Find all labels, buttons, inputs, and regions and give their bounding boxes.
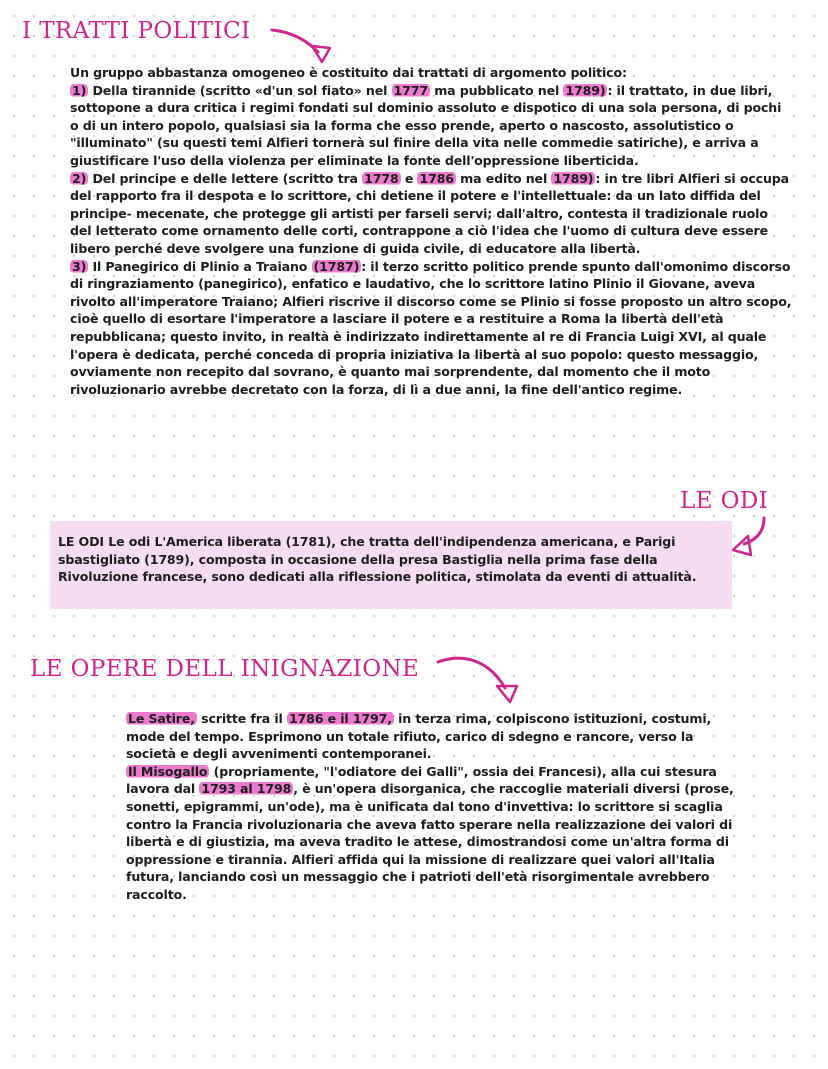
highlight-year: 1789) bbox=[565, 82, 606, 98]
item-3-text-b: : il terzo scritto politico prende spunto dall'omonimo discorso di ringraziamento (panegirico), enfatico e laudativo, che lo scrittore latino Plinio il Giovane, aveva rivolto all'imperatore Traiano; Alfieri riscrive il discorso come se Plinio si fosse proposto un altro scopo, cioè quello di esortare l'imperatore a lasciare il potere e a restituire a Roma la libertà dell'età repubblicana; questo invito, in realtà è indirizzato indirettamente al re di Francia Luigi XVI, al quale l'opera è dedicata, perché conceda di propria iniziativa la libertà al suo popolo: questo messaggio, ovviamente non recepito dal sovrano, è quanto mai sorprendente, dal momento che il moto rivoluzionario avrebbe decretato con la forza, di lì a due anni, la fine dell'antico regime. bbox=[70, 258, 792, 397]
highlight-title: Il Misogallo bbox=[128, 763, 208, 779]
satire-text-a: scritte fra il bbox=[196, 711, 287, 726]
satire-paragraph bbox=[126, 710, 736, 763]
highlight-year: 1777 bbox=[393, 82, 428, 98]
indignazione-text bbox=[126, 710, 736, 904]
highlight-year: 1786 e il 1797, bbox=[288, 711, 392, 726]
highlight-year: 1786 bbox=[419, 170, 454, 186]
satire-text-b: in terza rima, colpiscono istituzioni, costumi, mode del tempo. Esprimono un totale rifiuto, carico di sdegno e rancore, verso la società e degli avvenimenti contemporanei. bbox=[126, 711, 712, 762]
politici-item-3 bbox=[70, 258, 792, 399]
item-number-3: 3) bbox=[72, 258, 87, 274]
highlight-title: Le Satire, bbox=[128, 711, 195, 726]
item-1-text-a: Della tirannide (scritto «d'un sol fiato» nel bbox=[88, 82, 392, 98]
item-3-text-a: Il Panegirico di Plinio a Traiano bbox=[88, 258, 312, 274]
item-2-text-b: e bbox=[400, 170, 418, 186]
heading-le-odi: LE ODI bbox=[680, 488, 769, 514]
item-1-text-b: ma pubblicato nel bbox=[429, 82, 564, 98]
politici-intro: Un gruppo abbastanza omogeneo è costituito dai trattati di argomento politico: bbox=[70, 65, 627, 80]
highlight-year: (1787) bbox=[313, 258, 360, 274]
politici-item-1 bbox=[70, 82, 792, 170]
misogallo-text-b: , è un'opera disorganica, che raccoglie materiali diversi (prose, sonetti, epigrammi, un'ode), ma è unificata dal tono d'invettiva: lo scrittore si scaglia contro la Francia rivoluzionaria che aveva fatto sperare nella realizzazione dei valori di libertà e di giustizia, ma aveva tradito le attese, dimostrandosi come un'altra forma di oppressione e tirannia. Alfieri affida qui la missione di realizzare quei valori all'Italia futura, lanciando così un messaggio che i patrioti dell'età risorgimentale avrebbero raccolto. bbox=[126, 781, 734, 902]
odi-text bbox=[58, 533, 720, 586]
highlight-year: 1793 al 1798 bbox=[201, 781, 292, 797]
heading-tratti-politici: I TRATTI POLITICI bbox=[22, 18, 251, 44]
politici-text bbox=[70, 64, 792, 398]
item-2-text-d: : in tre libri Alfieri si occupa del rapporto fra il despota e lo scrittore, chi detiene il potere e l'intellettuale: da un lato diffida del principe- mecenate, che protegge gli artisti per farseli servi; dall'altro, contesta il tradizionale ruolo del letterato come ornamento delle corti, contrappone a ciò l'idea che l'uomo di cultura deve essere libero perché deve svolgere una funzione di guida civile, di educatore alla libertà. bbox=[70, 170, 789, 256]
item-2-text-a: Del principe e delle lettere (scritto tra bbox=[88, 170, 363, 186]
item-1-text-c: : il trattato, in due libri, sottopone a dura critica i regimi fondati sul dominio assoluto e dispotico di una sola persona, di pochi o di un intero popolo, qualsiasi sia la forma che esso prende, aperto o nascosto, assolutistico o "illuminato" (su questi temi Alfieri tornerà sul finire della vita nelle commedie satiriche), e arriva a giustificare l'uso della violenza per eliminate la fonte dell'oppressione liberticida. bbox=[70, 82, 782, 168]
misogallo-paragraph bbox=[126, 763, 736, 904]
item-2-text-c: ma edito nel bbox=[455, 170, 552, 186]
highlight-year: 1789) bbox=[553, 170, 594, 186]
heading-opere-indignazione: LE OPERE DELL INIGNAZIONE bbox=[30, 656, 420, 682]
misogallo-text-a: (propriamente, "l'odiatore dei Galli", ossia dei Francesi), alla cui stesura lavora dal bbox=[126, 763, 717, 797]
highlight-year: 1778 bbox=[364, 170, 399, 186]
item-number-1: 1) bbox=[72, 82, 87, 98]
politici-item-2 bbox=[70, 170, 792, 258]
item-number-2: 2) bbox=[72, 170, 87, 186]
odi-paragraph: LE ODI Le odi L'America liberata (1781), che tratta dell'indipendenza americana, e Parigi sbastigliato (1789), composta in occasione della presa Bastiglia nella prima fase della Rivoluzione francese, sono dedicati alla riflessione politica, stimolata da eventi di attualità. bbox=[58, 534, 697, 585]
